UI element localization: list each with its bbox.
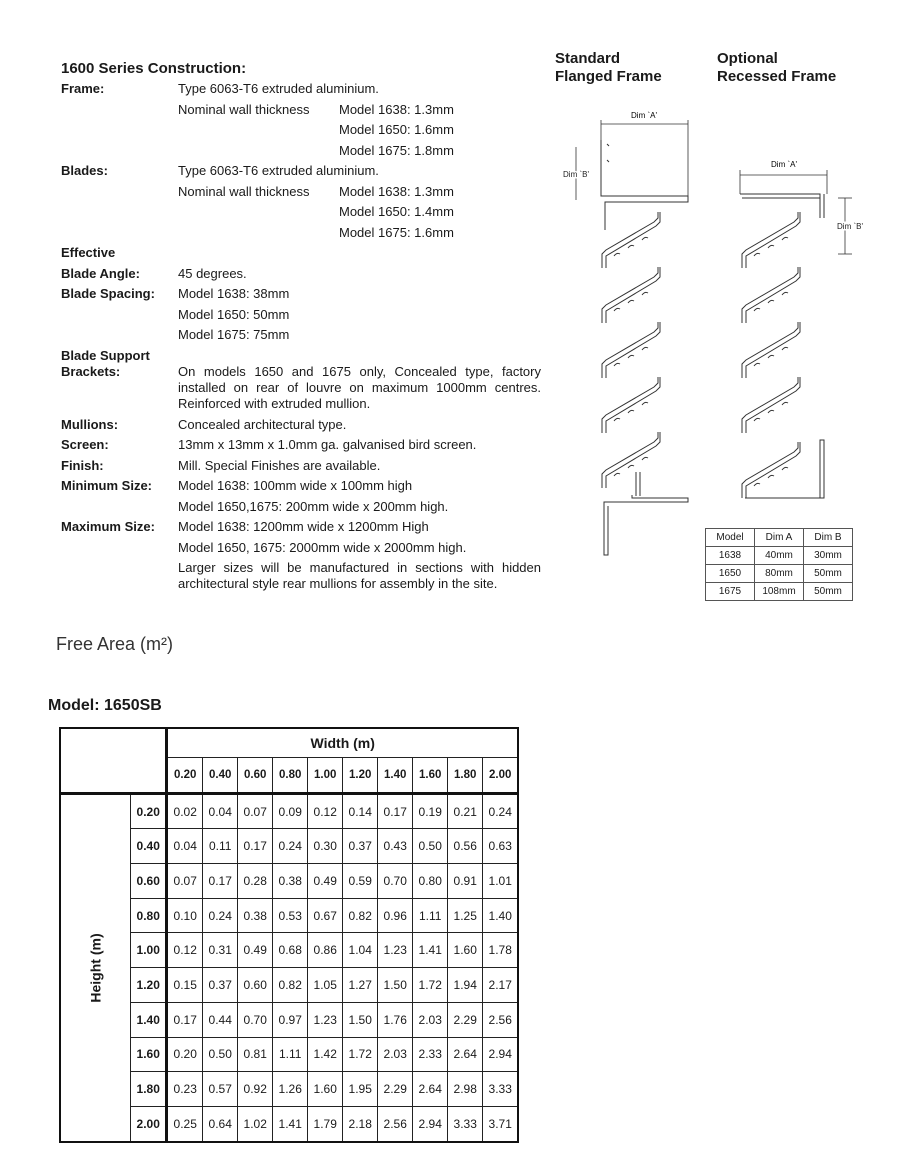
- table-cell: 2.94: [483, 1037, 519, 1072]
- table-cell: 0.70: [378, 864, 413, 899]
- spec-larger: [61, 560, 541, 597]
- spec-mullions: [61, 417, 541, 438]
- spec-value: Concealed architectural type.: [178, 416, 347, 432]
- recessed-frame-heading: [717, 50, 836, 86]
- spec-value: Model 1650,1675: 200mm wide x 200mm high.: [178, 498, 449, 514]
- table-cell: 1.94: [448, 968, 483, 1003]
- table-cell: 0.44: [203, 1002, 238, 1037]
- spec-frame-wall: [61, 102, 541, 123]
- table-cell: 0.38: [273, 864, 308, 899]
- spec-value: Model 1650: 1.6mm: [339, 122, 454, 137]
- table-cell: 0.28: [238, 864, 273, 899]
- spec-label: Blades:: [61, 163, 108, 178]
- table-cell: 1.40: [483, 898, 519, 933]
- spec-label: Frame:: [61, 81, 105, 96]
- table-cell: 0.24: [273, 829, 308, 864]
- spec-blades: [61, 163, 541, 184]
- table-cell: 0.53: [273, 898, 308, 933]
- spec-spacing: [61, 286, 541, 307]
- free-area-heading: Free Area (m²): [56, 634, 174, 654]
- spec-value: Model 1638: 1200mm wide x 1200mm High: [178, 519, 429, 534]
- table-cell: 0.59: [343, 864, 378, 899]
- width-header: 0.40: [203, 758, 238, 794]
- table-cell: 0.17: [203, 864, 238, 899]
- table-cell: 0.43: [378, 829, 413, 864]
- table-cell: 0.92: [238, 1072, 273, 1107]
- table-cell: 0.70: [238, 1002, 273, 1037]
- table-cell: 0.91: [448, 864, 483, 899]
- table-cell: 1.95: [343, 1072, 378, 1107]
- spec-max: [61, 540, 541, 561]
- table-cell: 1.25: [448, 898, 483, 933]
- height-header: 1.20: [131, 968, 167, 1003]
- table-cell: 1.79: [308, 1106, 343, 1141]
- height-axis-label: Height (m): [87, 933, 104, 1003]
- table-row: [706, 583, 853, 601]
- width-axis-label: Width (m): [167, 728, 519, 758]
- table-cell: 1.78: [483, 933, 519, 968]
- spec-spacing: [61, 327, 541, 348]
- table-header-row: [706, 529, 853, 547]
- table-cell: 0.30: [308, 829, 343, 864]
- table-cell: 1.23: [378, 933, 413, 968]
- dimension-table: [705, 528, 853, 601]
- spec-value: Model 1638: 1.3mm: [339, 101, 454, 117]
- table-cell: 0.15: [167, 968, 203, 1003]
- table-cell: 0.96: [378, 898, 413, 933]
- table-cell: 3.71: [483, 1106, 519, 1141]
- dim-b-label: Dim `B': [563, 170, 589, 179]
- standard-frame-heading: [555, 50, 662, 86]
- table-cell: 0.11: [203, 829, 238, 864]
- table-cell: 0.38: [238, 898, 273, 933]
- spec-blades-wall: [61, 225, 541, 246]
- table-cell: 0.56: [448, 829, 483, 864]
- spec-label: Screen:: [61, 437, 109, 452]
- spec-value: Model 1638: 38mm: [178, 286, 290, 301]
- width-header: 1.80: [448, 758, 483, 794]
- table-cell: 1.60: [308, 1072, 343, 1107]
- table-cell: 0.23: [167, 1072, 203, 1107]
- table-cell: 2.29: [378, 1072, 413, 1107]
- spec-label: Effective: [61, 245, 116, 260]
- table-cell: 0.09: [273, 793, 308, 829]
- table-cell: 1.41: [413, 933, 448, 968]
- table-cell: 1.23: [308, 1002, 343, 1037]
- spec-value: Model 1675: 1.8mm: [339, 142, 454, 158]
- table-cell: 1638: [706, 547, 755, 565]
- spec-label: Minimum Size:: [61, 478, 153, 493]
- spec-label: Finish:: [61, 457, 104, 473]
- width-header: 1.40: [378, 758, 413, 794]
- spec-support: [61, 364, 541, 417]
- table-corner: [60, 728, 167, 793]
- table-cell: 80mm: [755, 565, 804, 583]
- table-cell: 1.76: [378, 1002, 413, 1037]
- table-cell: 1.04: [343, 933, 378, 968]
- spec-value: Model 1638: 1.3mm: [339, 183, 454, 199]
- table-cell: 1.02: [238, 1106, 273, 1141]
- table-row: [60, 793, 518, 829]
- width-header: 2.00: [483, 758, 519, 794]
- table-cell: 2.03: [413, 1002, 448, 1037]
- table-cell: 0.12: [308, 793, 343, 829]
- spec-min: [61, 478, 541, 499]
- louvre-section-diagrams: [540, 100, 880, 560]
- table-cell: 2.64: [448, 1037, 483, 1072]
- table-cell: 0.10: [167, 898, 203, 933]
- table-row: [706, 547, 853, 565]
- height-header: 1.80: [131, 1072, 167, 1107]
- spec-frame-wall: [61, 122, 541, 143]
- table-cell: 2.17: [483, 968, 519, 1003]
- table-cell: 0.24: [203, 898, 238, 933]
- table-cell: 2.56: [378, 1106, 413, 1141]
- table-cell: 0.02: [167, 793, 203, 829]
- spec-screen: [61, 437, 541, 458]
- spec-value: Mill. Special Finishes are available.: [178, 457, 381, 473]
- heading-line: Recessed Frame: [717, 68, 837, 85]
- free-area-table: [59, 727, 519, 1143]
- width-header: 1.00: [308, 758, 343, 794]
- height-header: 1.60: [131, 1037, 167, 1072]
- table-cell: 0.24: [483, 793, 519, 829]
- spec-max: [61, 519, 541, 540]
- table-cell: 0.14: [343, 793, 378, 829]
- table-cell: 1.05: [308, 968, 343, 1003]
- table-cell: 0.80: [413, 864, 448, 899]
- table-row: [706, 565, 853, 583]
- column-header: Dim B: [804, 529, 853, 547]
- height-header: 0.60: [131, 864, 167, 899]
- table-cell: 2.64: [413, 1072, 448, 1107]
- table-cell: 1.72: [343, 1037, 378, 1072]
- height-header: 1.40: [131, 1002, 167, 1037]
- width-header: 0.80: [273, 758, 308, 794]
- spec-value: Model 1650, 1675: 2000mm wide x 2000mm high.: [178, 539, 467, 555]
- spec-angle: [61, 266, 541, 287]
- table-cell: 0.64: [203, 1106, 238, 1141]
- spec-value: Nominal wall thickness: [178, 101, 310, 117]
- heading-line: Flanged Frame: [555, 68, 662, 85]
- table-cell: 1.27: [343, 968, 378, 1003]
- width-header: 1.60: [413, 758, 448, 794]
- table-cell: 0.37: [203, 968, 238, 1003]
- table-cell: 0.81: [238, 1037, 273, 1072]
- spec-value: Nominal wall thickness: [178, 183, 310, 199]
- spec-value: Model 1650: 50mm: [178, 306, 290, 322]
- table-cell: 0.63: [483, 829, 519, 864]
- height-header: 1.00: [131, 933, 167, 968]
- table-cell: 0.57: [203, 1072, 238, 1107]
- table-cell: 2.33: [413, 1037, 448, 1072]
- table-cell: 0.37: [343, 829, 378, 864]
- table-cell: 108mm: [755, 583, 804, 601]
- table-cell: 50mm: [804, 583, 853, 601]
- table-cell: 1.11: [413, 898, 448, 933]
- standard-frame-diagram: [563, 111, 688, 555]
- width-header: 0.20: [167, 758, 203, 794]
- table-cell: 1.42: [308, 1037, 343, 1072]
- spec-frame-wall: [61, 143, 541, 164]
- spec-value: Type 6063-T6 extruded aluminium.: [178, 81, 379, 96]
- column-header: Model: [706, 529, 755, 547]
- spec-value: Larger sizes will be manufactured in sections with hidden architectural style rear mullions for assembly in the site.: [178, 560, 541, 591]
- table-cell: 0.67: [308, 898, 343, 933]
- height-header: 0.80: [131, 898, 167, 933]
- table-cell: 30mm: [804, 547, 853, 565]
- spec-frame: [61, 81, 541, 102]
- table-cell: 0.07: [238, 793, 273, 829]
- table-cell: 0.86: [308, 933, 343, 968]
- table-cell: 0.17: [238, 829, 273, 864]
- spec-label: Brackets:: [61, 364, 121, 379]
- table-cell: 0.31: [203, 933, 238, 968]
- table-cell: 0.49: [308, 864, 343, 899]
- table-cell: 0.82: [343, 898, 378, 933]
- table-cell: 1675: [706, 583, 755, 601]
- table-cell: 0.04: [167, 829, 203, 864]
- spec-min: [61, 499, 541, 520]
- table-cell: 0.19: [413, 793, 448, 829]
- table-cell: 2.94: [413, 1106, 448, 1141]
- spec-title: 1600 Series Construction:: [61, 60, 247, 77]
- table-cell: 50mm: [804, 565, 853, 583]
- spec-value: Model 1650: 1.4mm: [339, 204, 454, 219]
- recessed-frame-diagram: [740, 160, 863, 498]
- table-cell: 1.60: [448, 933, 483, 968]
- table-cell: 0.49: [238, 933, 273, 968]
- spec-value: On models 1650 and 1675 only, Concealed type, factory installed on rear of louvre on maximum 1000mm centres. Reinforced with extruded mullion.: [178, 364, 541, 411]
- table-cell: 1.41: [273, 1106, 308, 1141]
- spec-label: Blade Spacing:: [61, 286, 155, 301]
- table-cell: 1.01: [483, 864, 519, 899]
- spec-blades-wall: [61, 204, 541, 225]
- column-header: Dim A: [755, 529, 804, 547]
- table-cell: 1.26: [273, 1072, 308, 1107]
- table-cell: 3.33: [483, 1072, 519, 1107]
- table-cell: 1.50: [343, 1002, 378, 1037]
- model-title: Model: 1650SB: [48, 697, 162, 714]
- spec-value: Model 1675: 75mm: [178, 327, 290, 342]
- table-cell: 2.18: [343, 1106, 378, 1141]
- table-cell: 2.56: [483, 1002, 519, 1037]
- spec-value: 45 degrees.: [178, 265, 247, 281]
- spec-label: Mullions:: [61, 416, 119, 432]
- table-cell: 2.98: [448, 1072, 483, 1107]
- table-cell: 0.07: [167, 864, 203, 899]
- table-cell: 0.25: [167, 1106, 203, 1141]
- table-title-row: [60, 728, 518, 758]
- table-cell: 0.97: [273, 1002, 308, 1037]
- table-cell: 0.50: [203, 1037, 238, 1072]
- table-cell: 1.72: [413, 968, 448, 1003]
- spec-blades-wall: [61, 184, 541, 205]
- table-cell: 1650: [706, 565, 755, 583]
- width-header: 1.20: [343, 758, 378, 794]
- table-cell: 0.17: [167, 1002, 203, 1037]
- table-cell: 0.21: [448, 793, 483, 829]
- table-cell: 0.82: [273, 968, 308, 1003]
- spec-list: [61, 81, 541, 597]
- dim-a-label: Dim `A': [631, 111, 657, 120]
- table-cell: 0.50: [413, 829, 448, 864]
- spec-value: Type 6063-T6 extruded aluminium.: [178, 163, 379, 178]
- spec-value: 13mm x 13mm x 1.0mm ga. galvanised bird screen.: [178, 437, 477, 452]
- height-header: 0.40: [131, 829, 167, 864]
- spec-effective: [61, 245, 541, 266]
- spec-value: Model 1638: 100mm wide x 100mm high: [178, 478, 413, 493]
- table-cell: 0.17: [378, 793, 413, 829]
- spec-label: Maximum Size:: [61, 519, 155, 534]
- table-cell: 1.11: [273, 1037, 308, 1072]
- table-cell: 1.50: [378, 968, 413, 1003]
- spec-value: Model 1675: 1.6mm: [339, 224, 454, 240]
- spec-label: Blade Support: [61, 347, 150, 363]
- height-header: 2.00: [131, 1106, 167, 1141]
- heading-line: Standard: [555, 50, 621, 67]
- table-cell: 0.12: [167, 933, 203, 968]
- table-cell: 0.20: [167, 1037, 203, 1072]
- spec-finish: [61, 458, 541, 479]
- table-cell: 0.60: [238, 968, 273, 1003]
- width-header: 0.60: [238, 758, 273, 794]
- spec-label: Blade Angle:: [61, 265, 140, 281]
- height-header: 0.20: [131, 793, 167, 829]
- table-cell: 0.68: [273, 933, 308, 968]
- table-cell: 40mm: [755, 547, 804, 565]
- spec-spacing: [61, 307, 541, 328]
- heading-line: Optional: [717, 50, 778, 67]
- dim-b-label: Dim `B': [837, 222, 863, 231]
- table-cell: 2.03: [378, 1037, 413, 1072]
- table-cell: 2.29: [448, 1002, 483, 1037]
- height-axis-label-cell: [60, 793, 131, 1141]
- table-cell: 0.04: [203, 793, 238, 829]
- table-cell: 3.33: [448, 1106, 483, 1141]
- dim-a-label: Dim `A': [771, 160, 797, 169]
